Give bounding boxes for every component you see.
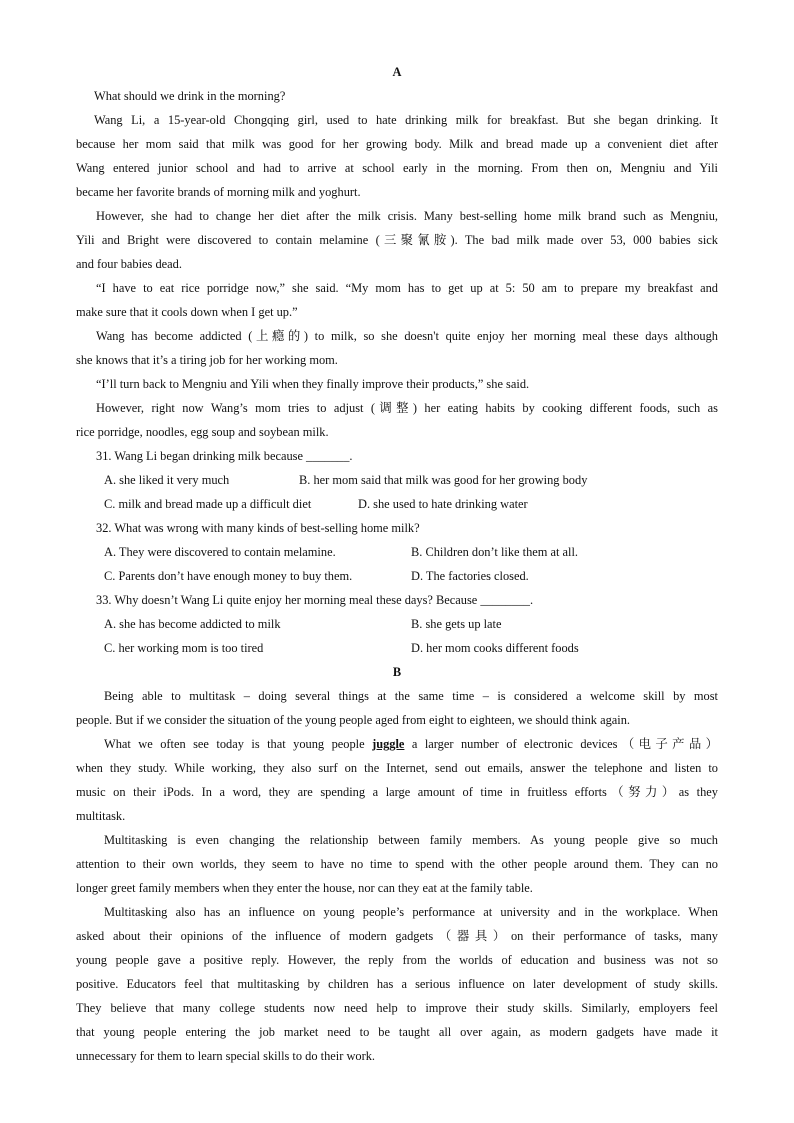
- passage-a-p6-line: However, right now Wang’s mom tries to adjust (调整) her eating habits by cooking different foods, such as: [96, 401, 718, 415]
- passage-a-p5-line: “I’ll turn back to Mengniu and Yili when they finally improve their products,” she said.: [96, 377, 530, 391]
- question-32-option-a: A. They were discovered to contain melamine.: [104, 545, 336, 559]
- passage-b-p3-line: attention to their own worlds, they seem to have no time to spend with the other people around them. They can no: [76, 857, 718, 871]
- passage-b-p1-line: Being able to multitask – doing several things at the same time – is considered a welcome skill by most: [104, 689, 718, 703]
- passage-b-p4-line: asked about their opinions of the influence of modern gadgets（器具）on their performance of tasks, many: [76, 929, 718, 943]
- question-33-option-c: C. her working mom is too tired: [104, 641, 264, 655]
- passage-b-p4-line: They believe that many college students now need help to improve their study skills. Similarly, employers feel: [76, 1001, 718, 1015]
- question-32-option-c: C. Parents don’t have enough money to buy them.: [104, 569, 353, 583]
- question-33-option-d: D. her mom cooks different foods: [411, 641, 579, 655]
- question-32-option-d: D. The factories closed.: [411, 569, 529, 583]
- passage-a-title: What should we drink in the morning?: [94, 89, 286, 103]
- question-31-stem: 31. Wang Li began drinking milk because _______.: [96, 449, 353, 463]
- passage-a-heading: A: [392, 65, 402, 79]
- passage-a-p1-line: because her mom said that milk was good for her growing body. Milk and bread made up a convenient diet after: [76, 137, 718, 151]
- passage-a-p1-line: Wang entered junior school and had to arrive at school early in the morning. From then on, Mengniu and Yili: [76, 161, 718, 175]
- juggle-keyword: juggle: [372, 737, 405, 751]
- question-33-option-b: B. she gets up late: [411, 617, 502, 631]
- passage-b-p2-line: music on their iPods. In a word, they are spending a large amount of time in fruitless efforts（努力）as they: [76, 785, 718, 799]
- passage-b-p2-line: when they study. While working, they also surf on the Internet, send out emails, answer the telephone and listen to: [76, 761, 718, 775]
- passage-a-p1-line: became her favorite brands of morning milk and yoghurt.: [76, 185, 361, 199]
- question-31-option-d: D. she used to hate drinking water: [358, 497, 528, 511]
- question-32-stem: 32. What was wrong with many kinds of best-selling home milk?: [96, 521, 420, 535]
- passage-a-p2-line: However, she had to change her diet after the milk crisis. Many best-selling home milk brand such as Mengniu,: [96, 209, 718, 223]
- passage-b-p4-line: that young people entering the job market need to be taught all over again, as modern gadgets have made it: [76, 1025, 718, 1039]
- passage-b-p4-line: Multitasking also has an influence on young people’s performance at university and in the workplace. When: [104, 905, 718, 919]
- passage-b-p4-line: unnecessary for them to learn special skills to do their work.: [76, 1049, 376, 1063]
- question-32-option-b: B. Children don’t like them at all.: [411, 545, 579, 559]
- passage-a-p2-line: and four babies dead.: [76, 257, 182, 271]
- question-31-option-b: B. her mom said that milk was good for her growing body: [299, 473, 588, 487]
- passage-b-p3-line: Multitasking is even changing the relationship between family members. As young people give so much: [104, 833, 718, 847]
- passage-b-p4-line: positive. Educators feel that multitasking by children has a serious influence on later development of study skills.: [76, 977, 718, 991]
- passage-a-p2-line: Yili and Bright were discovered to contain melamine (三聚氰胺). The bad milk made over 53, 000 babies sick: [76, 233, 718, 247]
- passage-b-p2-line: multitask.: [76, 809, 126, 823]
- passage-a-p1-line: Wang Li, a 15-year-old Chongqing girl, used to hate drinking milk for breakfast. But she began drinking. It: [94, 113, 718, 127]
- passage-a-p3-line: “I have to eat rice porridge now,” she said. “My mom has to get up at 5: 50 am to prepare my breakfast and: [96, 281, 718, 295]
- passage-b-p2-text: What we often see today is that young people: [104, 737, 373, 751]
- passage-a-p4-line: she knows that it’s a tiring job for her working mom.: [76, 353, 338, 367]
- passage-a-p3-line: make sure that it cools down when I get up.”: [76, 305, 298, 319]
- passage-b-p3-line: longer greet family members when they enter the house, nor can they eat at the family table.: [76, 881, 533, 895]
- question-33-stem: 33. Why doesn’t Wang Li quite enjoy her morning meal these days? Because ________.: [96, 593, 534, 607]
- passage-b-p2-first-line: [104, 732, 718, 756]
- passage-b-p2-text: a larger number of electronic devices（电子产品）: [404, 737, 718, 751]
- question-33-option-a: A. she has become addicted to milk: [104, 617, 281, 631]
- passage-b-p4-line: young people gave a positive reply. However, the reply from the worlds of education and business was not so: [76, 953, 718, 967]
- question-31-option-c: C. milk and bread made up a difficult diet: [104, 497, 312, 511]
- passage-b-heading: B: [392, 665, 402, 679]
- passage-b-p1-line: people. But if we consider the situation of the young people aged from eight to eighteen, we should think again.: [76, 713, 631, 727]
- question-31-option-a: A. she liked it very much: [104, 473, 230, 487]
- passage-a-p6-line: rice porridge, noodles, egg soup and soybean milk.: [76, 425, 329, 439]
- passage-a-p4-line: Wang has become addicted (上瘾的) to milk, so she doesn't quite enjoy her morning meal these days although: [96, 329, 718, 343]
